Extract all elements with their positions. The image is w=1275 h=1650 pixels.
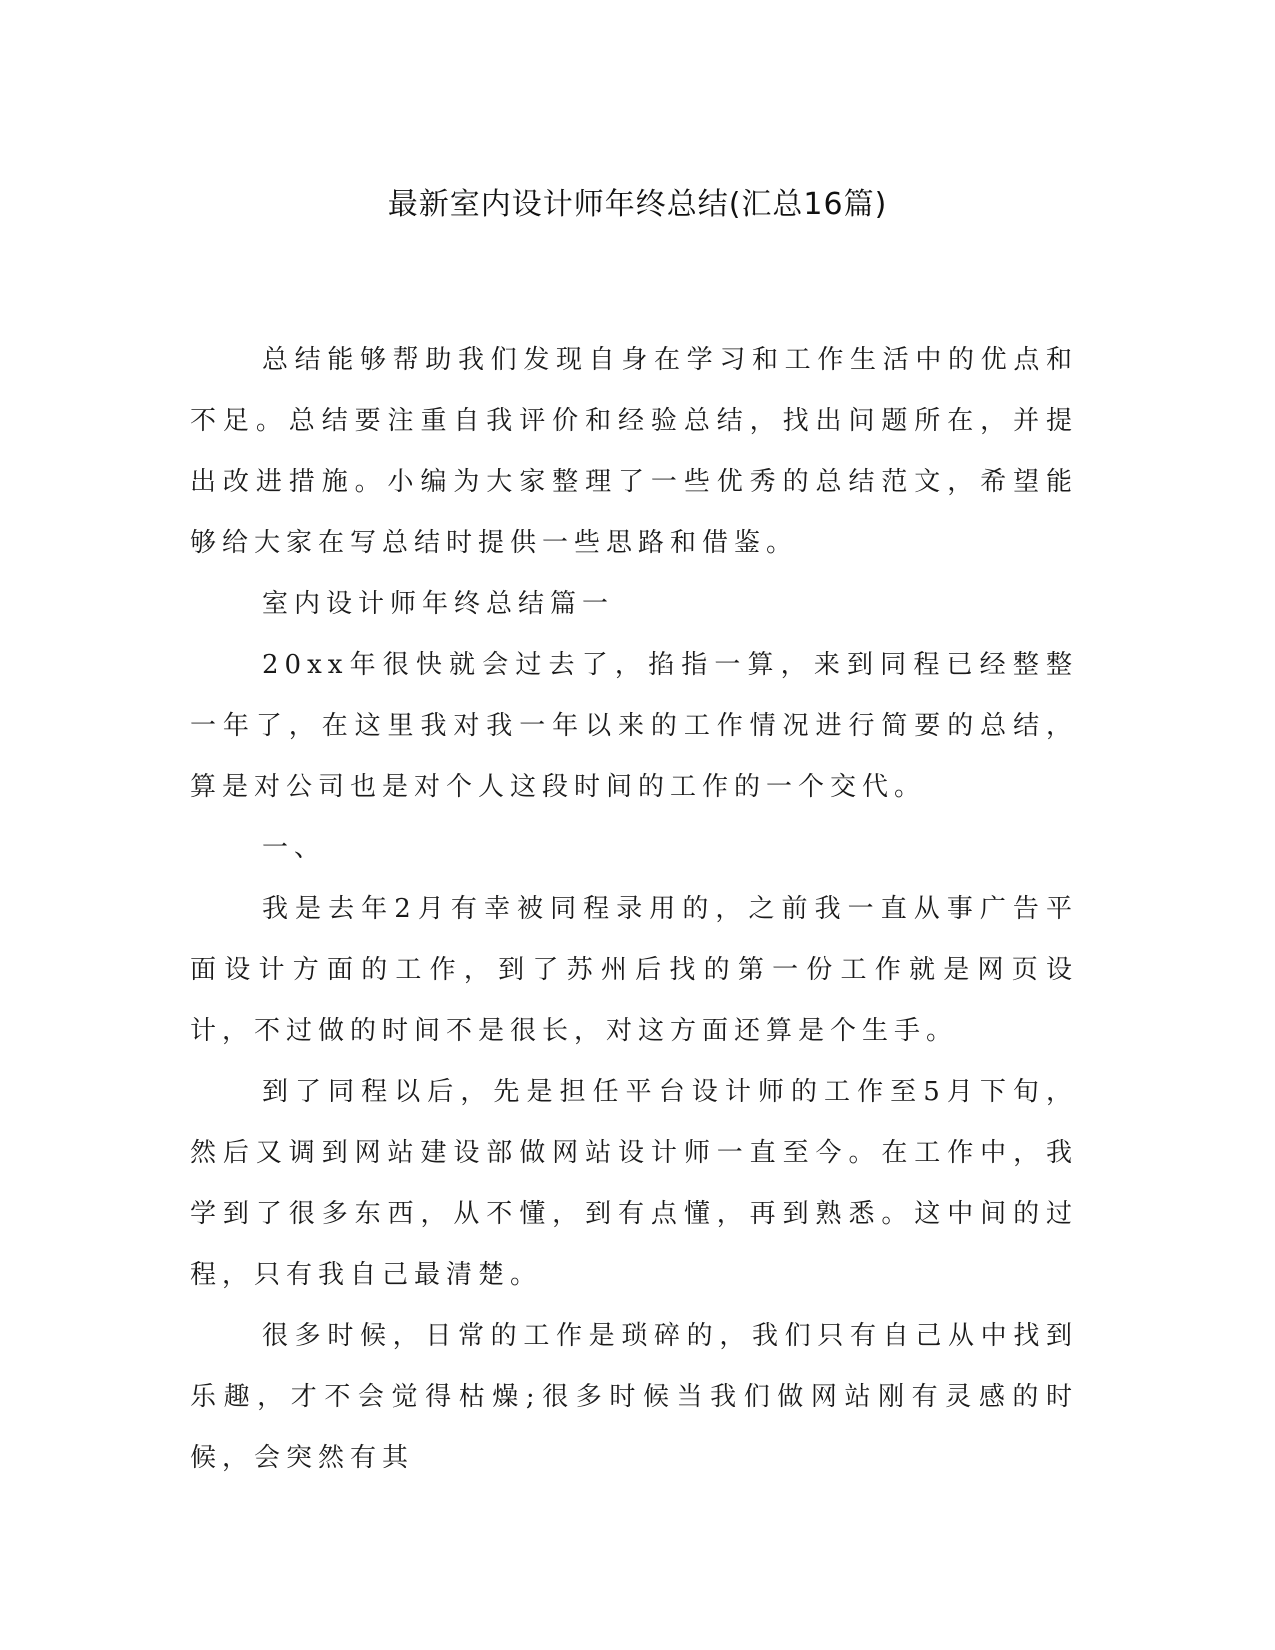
body-paragraph: 很多时候，日常的工作是琐碎的，我们只有自己从中找到乐趣，才不会觉得枯燥;很多时候当我们做网站刚有灵感的时候，会突然有其 <box>190 1321 1078 1473</box>
list-marker: 一、 <box>262 833 327 863</box>
body-paragraph: 20xx年很快就会过去了，掐指一算，来到同程已经整整一年了，在这里我对我一年以来的工作情况进行简要的总结，算是对公司也是对个人这段时间的工作的一个交代。 <box>190 650 1078 802</box>
document-body <box>190 330 1078 1489</box>
document-title: 最新室内设计师年终总结(汇总16篇) <box>387 187 888 222</box>
body-paragraph: 我是去年2月有幸被同程录用的，之前我一直从事广告平面设计方面的工作，到了苏州后找的第一份工作就是网页设计，不过做的时间不是很长，对这方面还算是个生手。 <box>190 894 1078 1046</box>
section-heading: 室内设计师年终总结篇一 <box>262 589 615 619</box>
body-paragraph: 到了同程以后，先是担任平台设计师的工作至5月下旬，然后又调到网站建设部做网站设计师一直至今。在工作中，我学到了很多东西，从不懂，到有点懂，再到熟悉。这中间的过程，只有我自己最清楚。 <box>190 1077 1078 1290</box>
intro-paragraph: 总结能够帮助我们发现自身在学习和工作生活中的优点和不足。总结要注重自我评价和经验总结，找出问题所在，并提出改进措施。小编为大家整理了一些优秀的总结范文，希望能够给大家在写总结时提供一些思路和借鉴。 <box>190 345 1078 558</box>
